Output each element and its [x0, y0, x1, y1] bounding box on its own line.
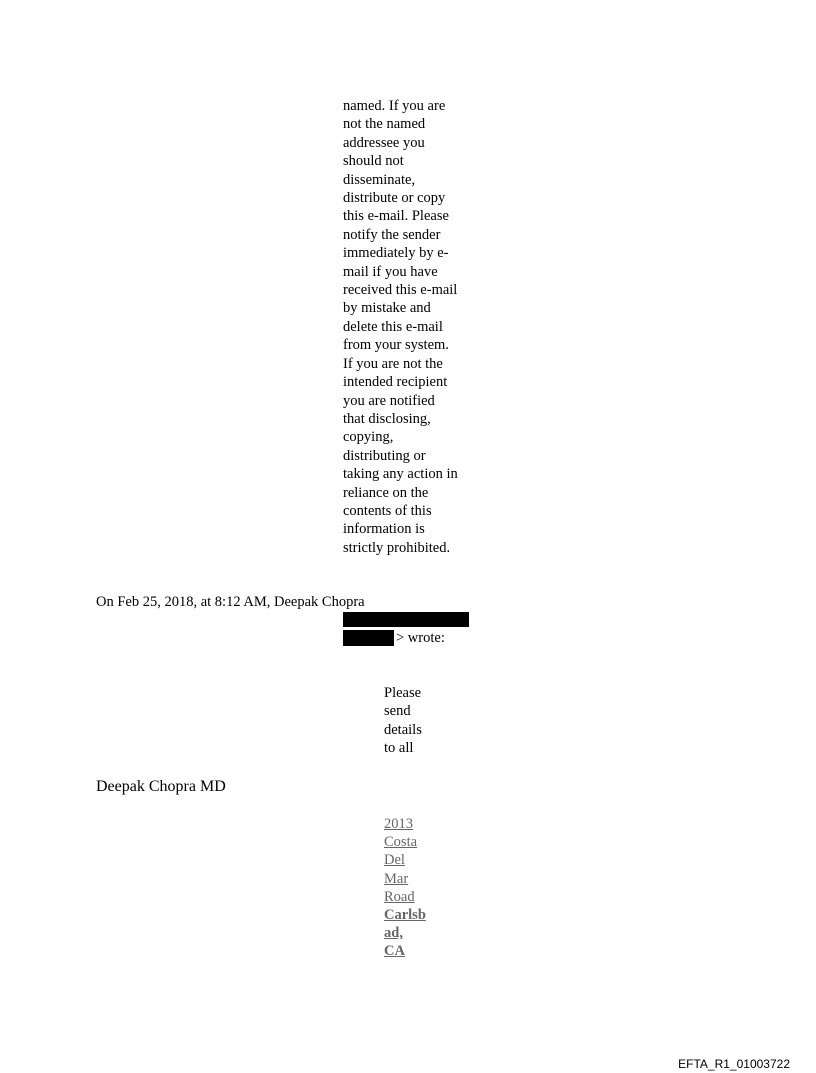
disclaimer-line: not the named — [343, 116, 426, 133]
reply-header-intro: On Feb 25, 2018, at 8:12 AM, Deepak Chopra — [96, 594, 365, 610]
address-link[interactable] — [384, 815, 426, 961]
disclaimer-line: by mistake and — [343, 300, 431, 317]
disclaimer-line: notify the sender — [343, 226, 441, 243]
message-body — [384, 684, 422, 758]
disclaimer-line: distributing or — [343, 447, 426, 464]
address-line[interactable]: Mar — [384, 870, 409, 887]
disclaimer-line: intended recipient — [343, 374, 448, 391]
disclaimer-line: disseminate, — [343, 171, 416, 188]
disclaimer-line: named. If you are — [343, 98, 446, 114]
disclaimer-line: information is — [343, 521, 425, 538]
disclaimer-line: from your system. — [343, 337, 449, 354]
disclaimer-line: should not — [343, 153, 404, 170]
disclaimer-line: received this e-mail — [343, 282, 458, 299]
redaction-bar — [343, 612, 469, 627]
address-line[interactable]: Costa — [384, 834, 418, 851]
disclaimer-line: immediately by e- — [343, 245, 449, 262]
disclaimer-line: delete this e-mail — [343, 318, 443, 335]
signature-name: Deepak Chopra MD — [96, 778, 226, 795]
message-line: send — [384, 703, 411, 720]
message-line: Please — [384, 685, 422, 701]
message-line: details — [384, 721, 422, 738]
disclaimer-line: reliance on the — [343, 484, 429, 501]
disclaimer-line: If you are not the — [343, 355, 443, 372]
disclaimer-line: addressee you — [343, 134, 425, 151]
address-line-bold[interactable]: CA — [384, 943, 405, 960]
disclaimer-line: that disclosing, — [343, 410, 431, 427]
disclaimer-line: distribute or copy — [343, 190, 446, 207]
disclaimer-line: strictly prohibited. — [343, 539, 451, 556]
disclaimer-line: this e-mail. Please — [343, 208, 449, 225]
disclaimer-line: mail if you have — [343, 263, 438, 280]
disclaimer-line: contents of this — [343, 502, 432, 519]
disclaimer-line: you are notified — [343, 392, 435, 409]
confidentiality-disclaimer — [343, 97, 475, 557]
redaction-bar — [343, 630, 394, 646]
disclaimer-line: copying, — [343, 429, 394, 446]
address-line-bold[interactable]: Carlsb — [384, 907, 426, 924]
address-line-bold[interactable]: ad, — [384, 925, 403, 942]
reply-header-wrote: > wrote: — [396, 630, 445, 646]
message-line: to all — [384, 740, 414, 757]
address-line[interactable]: Del — [384, 852, 405, 869]
document-id: EFTA_R1_01003722 — [678, 1057, 790, 1071]
address-line[interactable]: Road — [384, 888, 415, 905]
disclaimer-line: taking any action in — [343, 466, 458, 483]
address-line[interactable]: 2013 — [384, 816, 413, 832]
